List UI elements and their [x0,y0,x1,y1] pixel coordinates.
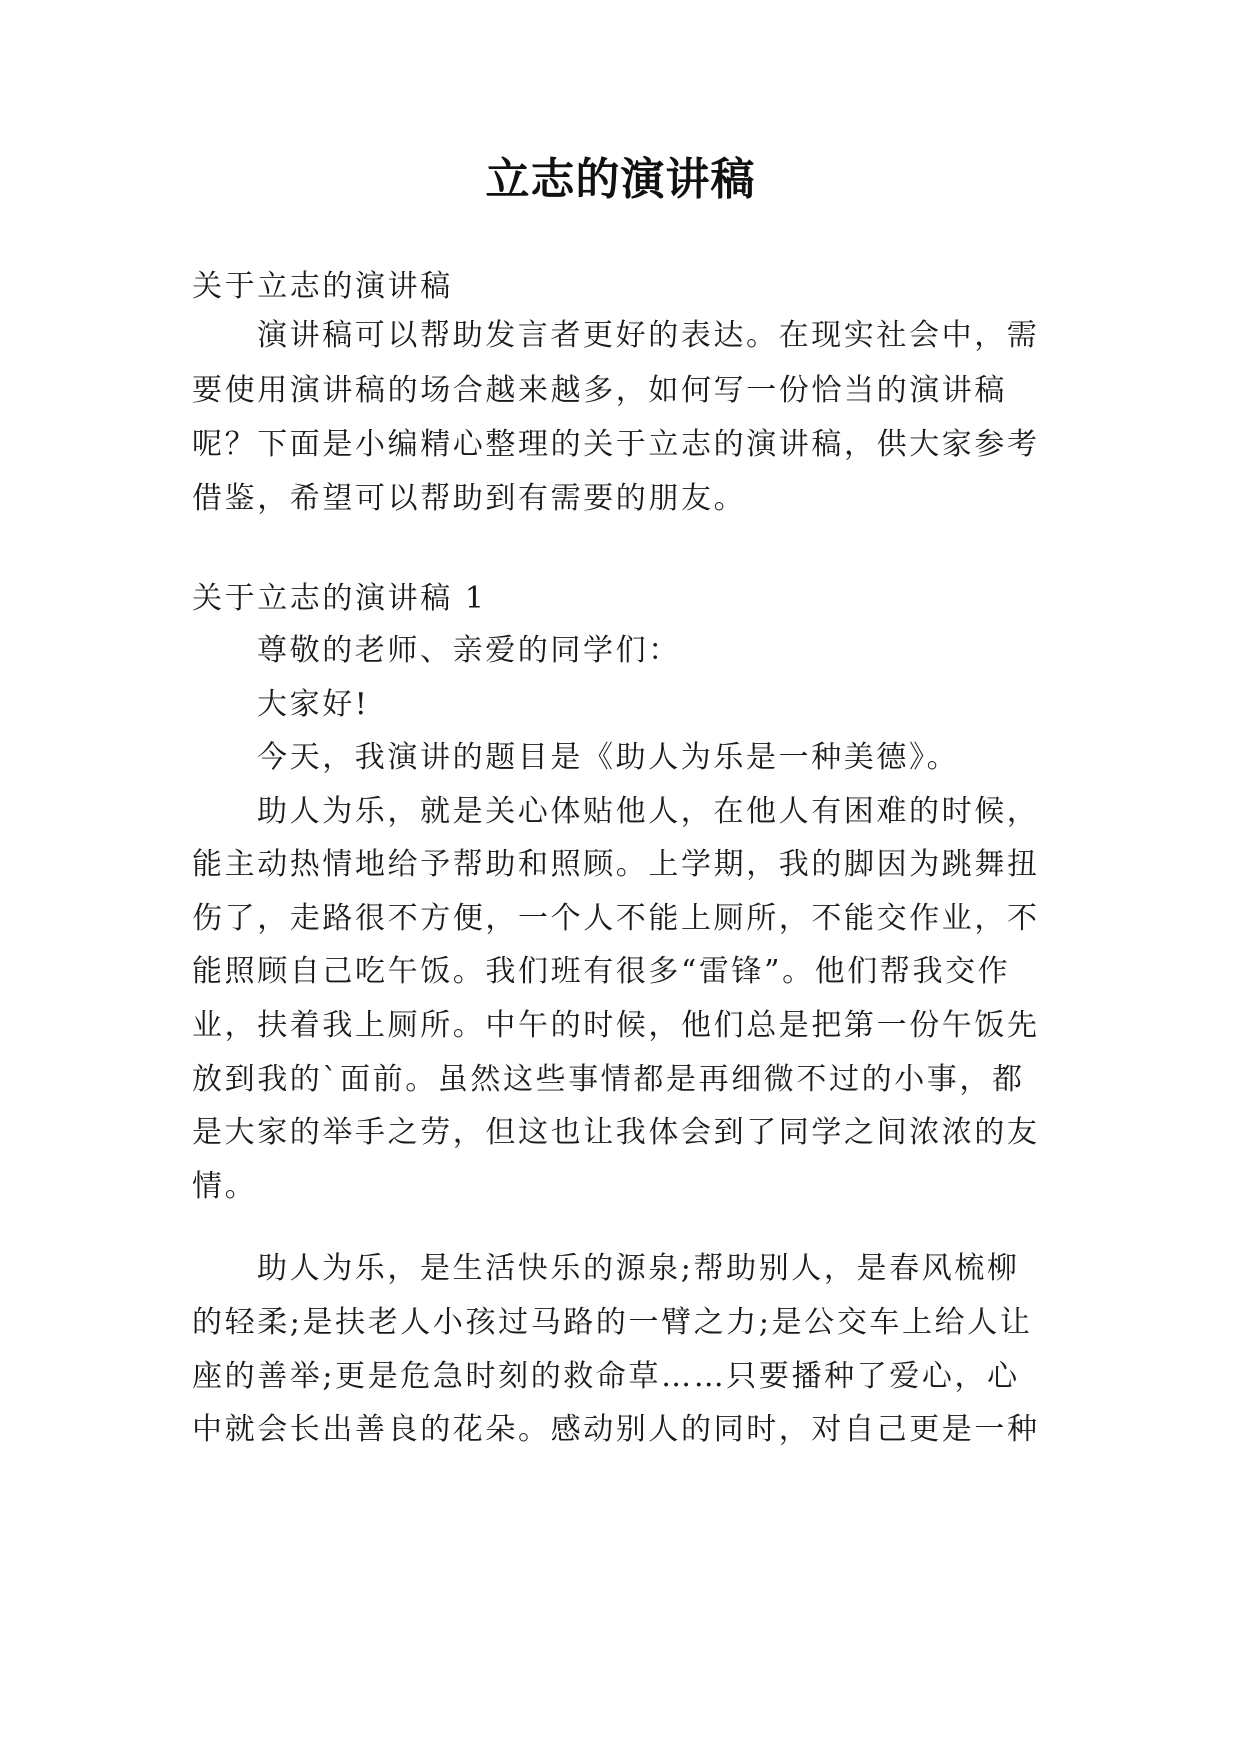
hello-line: 大家好! [257,687,370,722]
intro-line-1: 演讲稿可以帮助发言者更好的表达。在现实社会中，需 [257,318,1040,353]
para1-line-5: 业，扶着我上厕所。中午的时候，他们总是把第一份午饭先 [192,1008,1040,1043]
intro-heading: 关于立志的演讲稿 [192,269,453,304]
para2-line-2: 的轻柔;是扶老人小孩过马路的一臂之力;是公交车上给人让 [192,1305,1033,1340]
intro-line-3: 呢？下面是小编精心整理的关于立志的演讲稿，供大家参考 [192,427,1040,462]
para1-line-4: 能照顾自己吃午饭。我们班有很多“雷锋”。他们帮我交作 [192,954,1011,989]
section1-heading: 关于立志的演讲稿 1 [192,581,487,616]
para1-line-1: 助人为乐，就是关心体贴他人，在他人有困难的时候， [257,794,1040,829]
intro-line-2: 要使用演讲稿的场合越来越多，如何写一份恰当的演讲稿 [192,373,1007,408]
para2-line-3: 座的善举;更是危急时刻的救命草……只要播种了爱心，心 [192,1359,1020,1394]
para2-line-1: 助人为乐，是生活快乐的源泉;帮助别人，是春风梳柳 [257,1251,1020,1286]
greeting-line: 尊敬的老师、亲爱的同学们： [257,633,681,668]
topic-line: 今天，我演讲的题目是《助人为乐是一种美德》。 [257,740,960,775]
para1-line-2: 能主动热情地给予帮助和照顾。上学期，我的脚因为跳舞扭 [192,847,1040,882]
document-title: 立志的演讲稿 [485,154,756,205]
intro-line-4: 借鉴，希望可以帮助到有需要的朋友。 [192,481,747,516]
para2-line-4: 中就会长出善良的花朵。感动别人的同时，对自己更是一种 [192,1412,1040,1447]
para1-line-8: 情。 [192,1169,258,1204]
para1-line-7: 是大家的举手之劳，但这也让我体会到了同学之间浓浓的友 [192,1115,1040,1150]
para1-line-6: 放到我的`面前。虽然这些事情都是再细微不过的小事，都 [192,1062,1025,1097]
para1-line-3: 伤了，走路很不方便，一个人不能上厕所，不能交作业，不 [192,901,1040,936]
